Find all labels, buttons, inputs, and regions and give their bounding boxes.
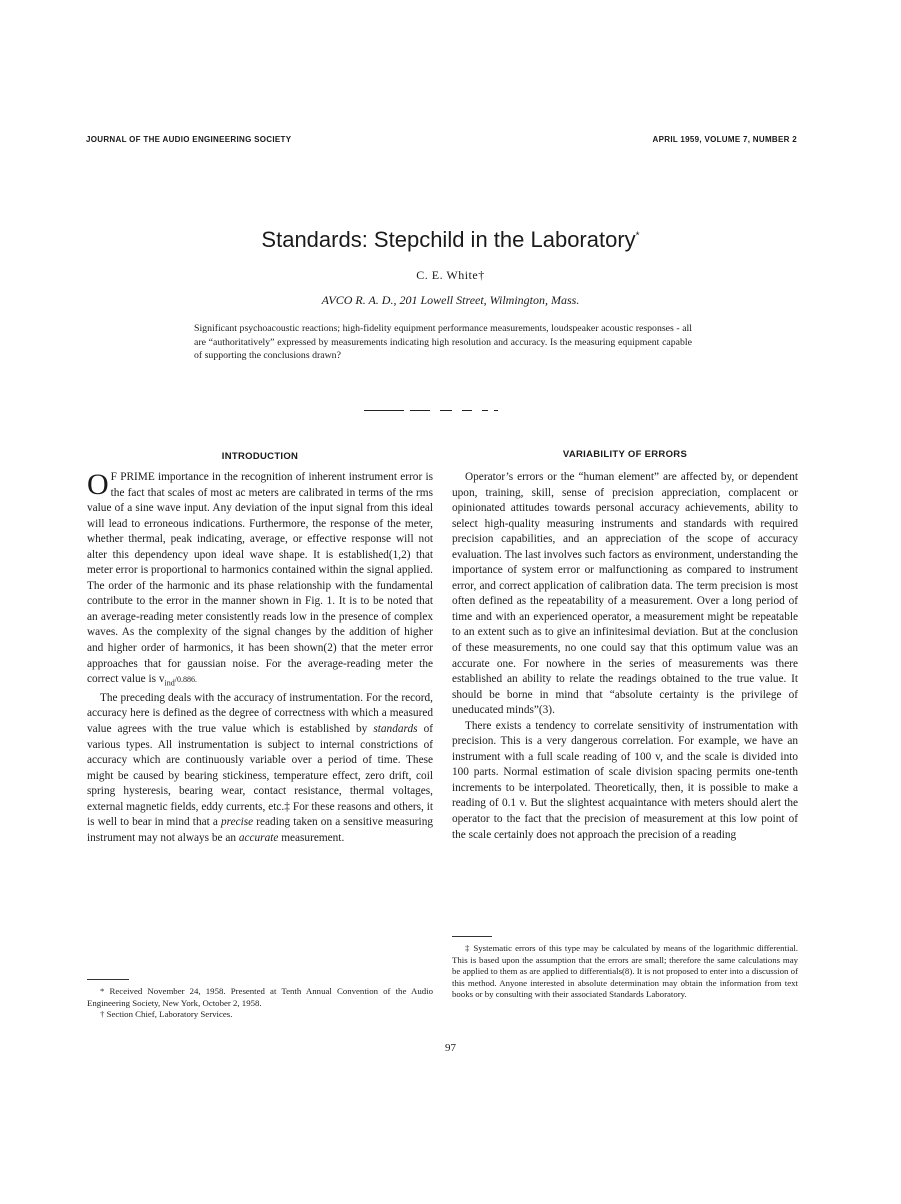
footnotes-left [87, 986, 433, 1021]
article-title [0, 227, 901, 253]
journal-header: JOURNAL OF THE AUDIO ENGINEERING SOCIETY [86, 135, 292, 144]
title-footnote-mark: * [635, 230, 640, 242]
introduction-paragraph-2 [87, 691, 433, 846]
article-title-text: Standards: Stepchild in the Laboratory [261, 227, 636, 252]
author-affiliation: AVCO R. A. D., 201 Lowell Street, Wilmington, Mass. [321, 293, 580, 307]
introduction-paragraph-1 [87, 470, 433, 691]
introduction-p1-subscript: ind [164, 678, 175, 688]
author-name: C. E. White† [416, 268, 485, 282]
drop-cap: O [87, 468, 109, 501]
footnotes-right [452, 943, 798, 1001]
introduction-p2-em-precise: precise [220, 816, 254, 829]
introduction-heading: INTRODUCTION [221, 451, 299, 462]
introduction-p2-text-d: measurement. [278, 831, 345, 844]
introduction-p2-em-accurate: accurate [238, 831, 279, 844]
introduction-p1-end: /0.886. [174, 675, 197, 685]
variability-heading: VARIABILITY OF ERRORS [562, 449, 688, 460]
footnote-rule-left [87, 979, 129, 980]
variability-paragraph-2: There exists a tendency to correlate sensitivity of instrumentation with precision. This is a very dangerous correlation. For example, we have an instrument with a full scale reading of 100 v, and the scale is divided into 100 parts. Normal estimation of scale division spacing permits one-tenth increments to be interpolated. Theoretically, then, it is possible to make a reading of 0.1 v. But the slightest acquaintance with meters should alert the operator to the fact that the precision of measurement at this low point of the scale certainly does not approach the precision of a reading [452, 719, 798, 841]
introduction-p2-em-standards: standards [373, 723, 418, 735]
footnote-received: * Received November 24, 1958. Presented at Tenth Annual Convention of the Audio Engineering Society, New York, October 2, 1958. [87, 986, 433, 1008]
introduction-p2-text-a: The preceding deals with the accuracy of instrumentation. For the record, accuracy here is defined as the degree of correctness with which a measured value agrees with the true value which is established by [87, 691, 433, 735]
introduction-column [87, 470, 433, 846]
variability-paragraph-1: Operator’s errors or the “human element” are affected by, or dependent upon, training, skill, sense of precision appreciation, complacent or opinionated attitudes towards personal accuracy achievements, ability to select high-quality measuring instruments and standards with required precision capabilities, and an appreciation of the scope of accuracy evaluation. The last involves such factors as environment, understanding the importance of system error or malfunctioning as compared to instrument error, and correct application of calibration data. The term precision is most often defined as the repeatability of a measurement. Over a long period of time and with an experienced operator, a measurement might be repeatable to an extent such as to give an infinitesimal deviation. But at the conclusion of these measurements, no one could say that this optimum value was an accurate one. For nowhere in the series of measurements was there established an ability to relate the readings obtained to the true value. It should be borne in mind that “absolute certainty is the privilege of uneducated minds”(3). [452, 471, 798, 717]
variability-column [452, 470, 798, 843]
introduction-p2-text-b: of various types. All instrumentation is subject to internal constrictions of accuracy which are continuously variable over a period of time. These might be caused by bearing stickiness, temperature effect, zero drift, coil spring hysteresis, bearing wear, contact resistance, thermal voltages, external magnetic fields, eddy currents, etc.‡ For these reasons and others, it is well to bear in mind that a [87, 723, 433, 829]
footnote-systematic-errors: ‡ Systematic errors of this type may be calculated by means of the logarithmic differential. This is based upon the assumption that the errors are small; therefore the same calculations may be applied to them as are applied to differentials(8). It is not proposed to enter into a discussion of this method. Anyone interested in absolute determination may obtain the information from text books or by consulting with their associated Standards Laboratory. [452, 943, 798, 999]
issue-header: APRIL 1959, VOLUME 7, NUMBER 2 [652, 135, 797, 144]
footnote-author-position: † Section Chief, Laboratory Services. [100, 1009, 233, 1019]
introduction-p1-text: F PRIME importance in the recognition of inherent instrument error is the fact that scales of most ac meters are calibrated in terms of the rms value of a sine wave input. Any deviation of the input signal from this ideal will lead to erroneous indications. Furthermore, the response of the meter, whether thermal, peak indicating, average, or effective response will not alter this dependency upon ideal wave shape. It is established(1,2) that meter error is proportional to harmonics contained within the signal applied. The order of the harmonic and its phase relationship with the fundamental contribute to the error in the manner shown in Fig. 1. It is to be noted that an average-reading meter consistently reads low in the presence of complex waves. As the complexity of the signal changes by the addition of higher and higher order of harmonics, it has been shown(2) that the meter error approaches that for gaussian noise. For the average-reading meter the correct value is v [87, 471, 433, 686]
abstract: Significant psychoacoustic reactions; high-fidelity equipment performance measurements, loudspeaker acoustic responses - all are “authoritatively” expressed by measurements indicating high resolution and accuracy. Is the measuring equipment capable of supporting the conclusions drawn? [194, 323, 692, 361]
section-divider [364, 410, 504, 411]
introduction-p2-text-c: reading taken on a sensitive measuring instrument may not always be an [87, 816, 433, 844]
footnote-rule-right [452, 936, 492, 937]
page-number: 97 [445, 1042, 456, 1054]
